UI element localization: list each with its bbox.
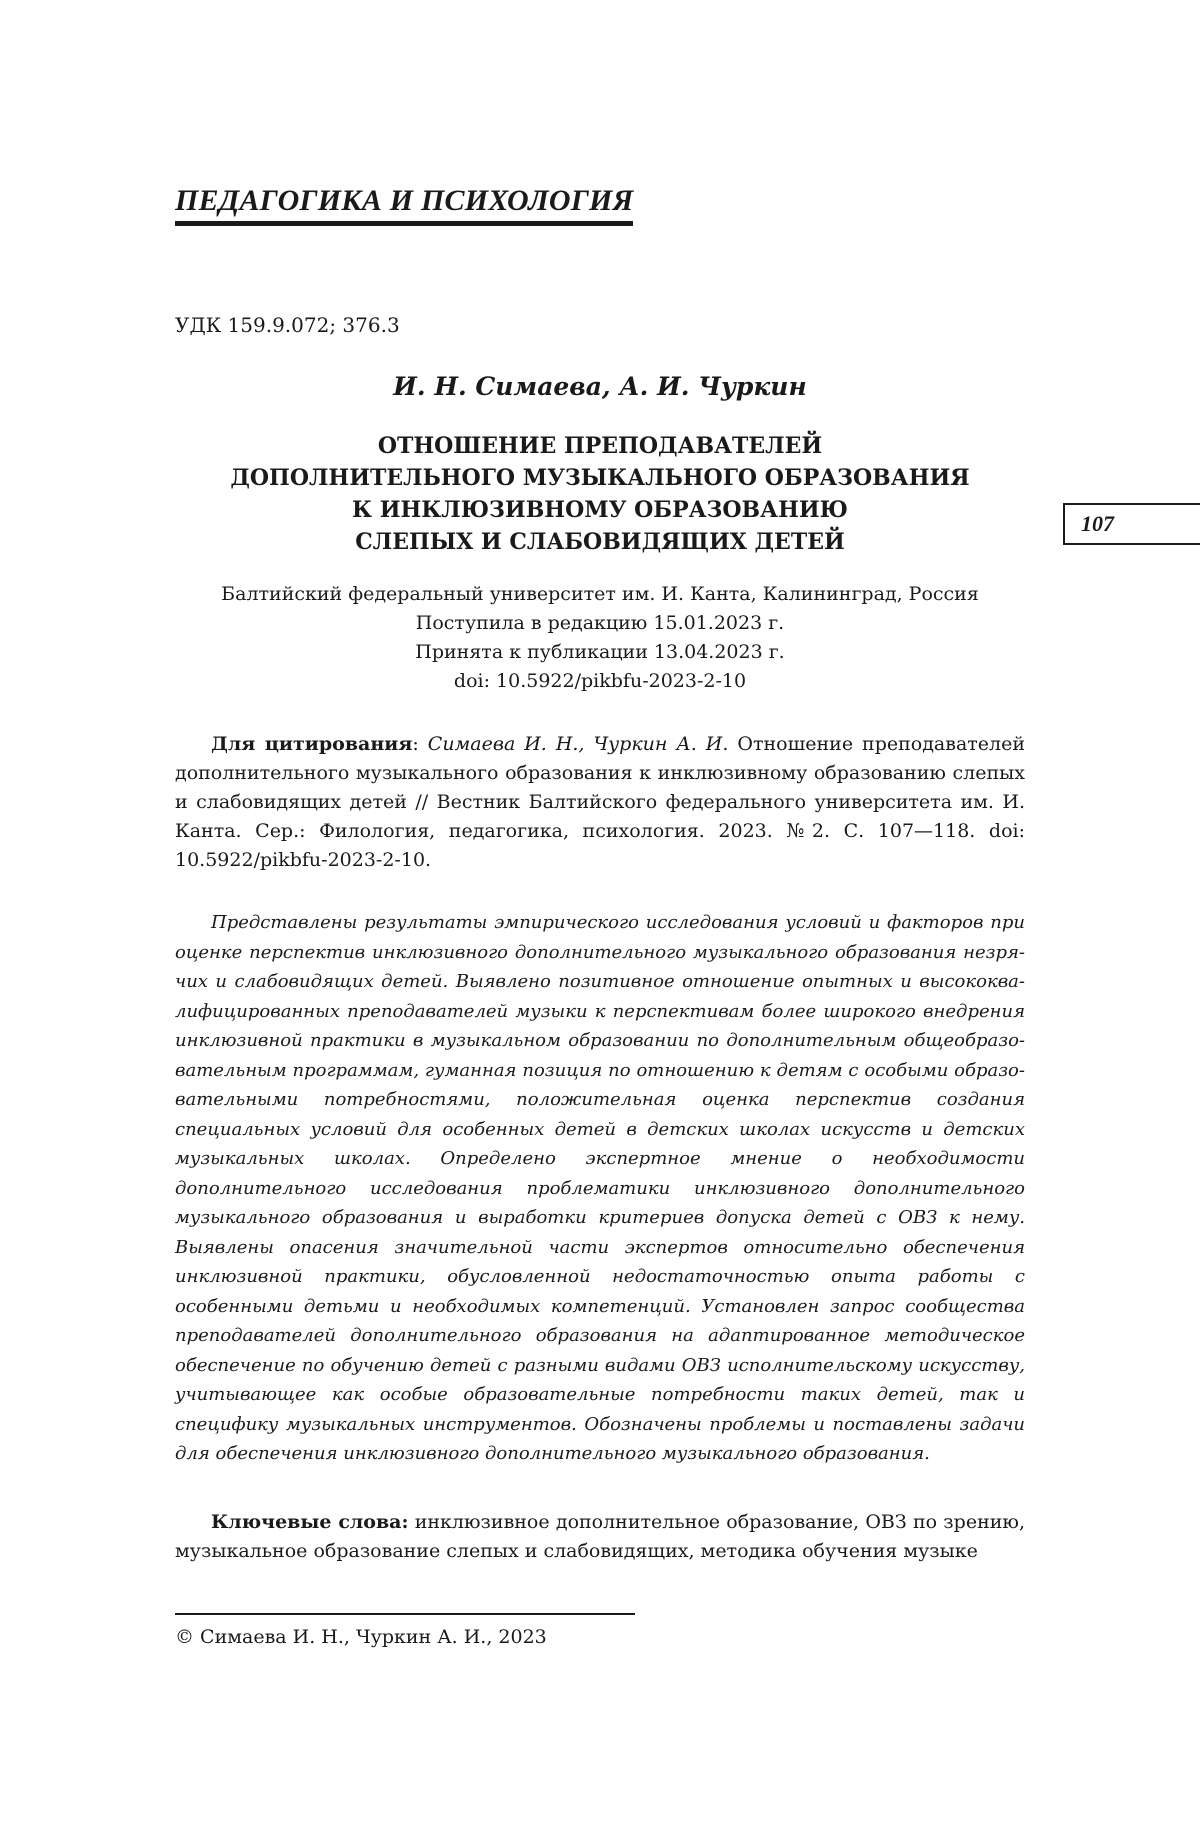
abstract: Представлены результаты эмпирического исследования условий и факторов при оценке перспектив инклюзивного дополнительного музыкального образования незрячих и слабовидящих детей. Выявлено позитивное отношение опытных и высококвалифицированных преподавателей музыки к перспективам более широкого внедрения инклюзивной практики в музыкальном образовании по дополнительным общеобразовательным программам, гуманная позиция по отношению к детям с особыми образовательными потребностями, положительная оценка перспектив создания специальных условий для особенных детей в детских школах искусств и детских музыкальных школах. Определено экспертное мнение о необходимости дополнительного исследования проблематики инклюзивного дополнительного музыкального образования и выработки критериев допуска детей с ОВЗ к нему. Выявлены опасения значительной части экспертов относительно обеспечения инклюзивной практики, обусловленной недостаточностью опыта работы с особенными детьми и необходимых компетенций. Установлен запрос сообщества преподавателей дополнительного образования на адаптированное методическое обеспечение по обучению детей с разными видами ОВЗ исполнительскому искусству, учитывающее как особые образовательные потребности таких детей, так и специфику музыкальных инструментов. Обозначены проблемы и поставлены задачи для обеспечения инклюзивного дополнительного музыкального образования. [175, 912, 1025, 1464]
affiliation: Балтийский федеральный университет им. И. Канта, Калининград, Россия [221, 583, 979, 605]
accepted-date: Принята к публикации 13.04.2023 г. [415, 641, 785, 663]
footnote-divider [175, 1613, 635, 1615]
udc-code: УДК 159.9.072; 376.3 [175, 313, 400, 337]
keywords-label: Ключевые слова: [211, 1511, 409, 1533]
article-title-line: ДОПОЛНИТЕЛЬНОГО МУЗЫКАЛЬНОГО ОБРАЗОВАНИЯ [230, 465, 970, 491]
article-title-line: ОТНОШЕНИЕ ПРЕПОДАВАТЕЛЕЙ [377, 433, 823, 459]
section-heading: ПЕДАГОГИКА И ПСИХОЛОГИЯ [175, 184, 633, 226]
page-number-tab: 107 [1063, 503, 1200, 545]
article-title-line: СЛЕПЫХ И СЛАБОВИДЯЩИХ ДЕТЕЙ [355, 529, 845, 555]
article-meta [175, 580, 1025, 696]
article-title [175, 430, 1025, 558]
citation-block: Для цитирования: Симаева И. Н., Чуркин А. И. Отношение преподавателей дополнительного музыкального образования к инклюзивному образованию слепых и слабовидящих детей // Вестник Балтийского федерального университета им. И. Канта. Сер.: Филология, педагогика, психология. 2023. №2. С. 107—118. doi: 10.5922/pikbfu-2023-2-10. [175, 733, 1025, 871]
citation-text: Отношение преподавателей дополнительного музыкального образования к инклюзивному образованию слепых и слабовидящих детей // Вестник Балтийского федерального университета им. И. Канта. Сер.: Филология, педагогика, психология. 2023. №2. С. 107—118. doi: 10.5922/pikbfu-2023-2-10. [175, 733, 1025, 871]
keywords-text: инклюзивное дополнительное образование, ОВЗ по зрению, музыкальное образование слепых и слабовидящих, методика обучения музыке [175, 1511, 1025, 1562]
received-date: Поступила в редакцию 15.01.2023 г. [415, 612, 785, 634]
copyright-notice: © Симаева И. Н., Чуркин А. И., 2023 [175, 1626, 547, 1648]
article-title-line: К ИНКЛЮЗИВНОМУ ОБРАЗОВАНИЮ [352, 497, 848, 523]
doi: doi: 10.5922/pikbfu-2023-2-10 [453, 670, 747, 692]
citation-label: Для цитирования [211, 733, 413, 755]
article-authors: И. Н. Симаева, А. И. Чуркин [393, 372, 807, 401]
citation-authors: Симаева И. Н., Чуркин А. И. [427, 733, 729, 755]
keywords-block [175, 1508, 1025, 1566]
